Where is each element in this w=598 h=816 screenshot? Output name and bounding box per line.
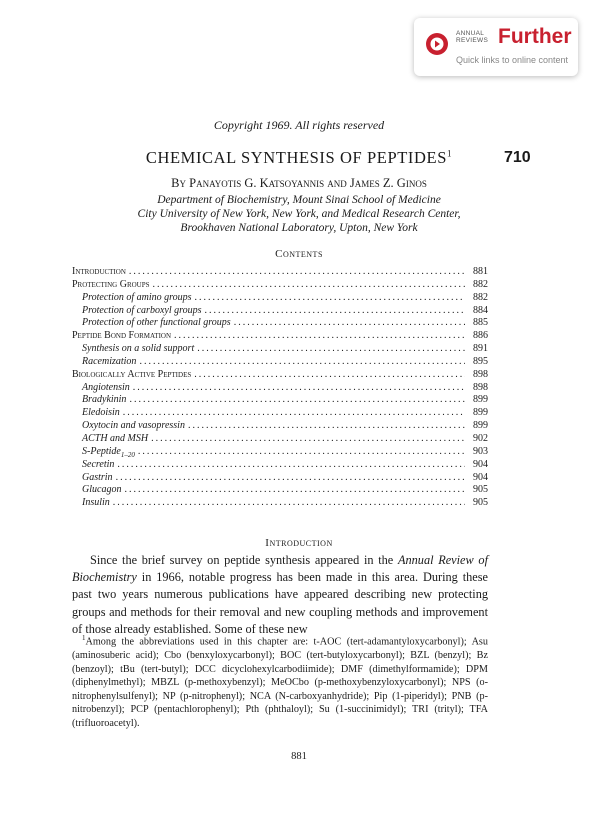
toc-entry-label: Glucagon	[82, 484, 122, 496]
toc-entry-label: Protection of other functional groups	[82, 317, 231, 329]
footnote: $^1$Among the abbreviations used in this chapter are: t-AOC (tert-adamantyloxycarbonyl); Asu (aminosuberic acid); Cbo (benxyloxycarbonyl); BOC (tert-butyloxycarbonyl); BZL (benzyl); Bz (benzoyl); tBu (tert-butyl); DCC dicyclohexylcarbodiimide); DMF (dimethylformamide); DPM (diphenylmethyl); MBZL (p-methoxybenzyl); MeOCbo (p-methoxybenzyloxycarbonyl); NPS (o-nitrophenylsulfenyl); NP (p-nitrophenyl); NCA (N-carboxyanhydride); Pip (1-piperidyl); PNB (p-nitrobenzyl); PCP (pentachlorophenyl); Pth (phthaloyl); Su (1-succinimidyl); TRI (trityl); TFA (trifluoroacetyl).	[72, 634, 488, 729]
toc-entry	[72, 433, 488, 446]
toc-entry	[72, 369, 488, 382]
toc-entry-page: 885	[473, 317, 488, 329]
toc-entry-page: 899	[473, 420, 488, 432]
contents-heading: Contents	[275, 248, 323, 260]
toc-entry-page: 884	[473, 304, 488, 316]
toc-entry-page: 881	[473, 266, 488, 277]
toc-entry	[72, 343, 488, 356]
toc-leader	[188, 420, 465, 431]
further-tagline: Quick links to online content	[456, 55, 569, 65]
toc-entry	[72, 420, 488, 433]
toc-entry	[72, 279, 488, 292]
toc-entry-page: 904	[473, 458, 488, 470]
toc-leader	[129, 394, 465, 405]
toc-entry-page: 882	[473, 291, 488, 303]
toc-entry-label: Gastrin	[82, 471, 113, 483]
toc-entry-label: Secretin	[82, 458, 115, 470]
toc-entry-page: 905	[473, 497, 488, 509]
toc-entry-page: 886	[473, 330, 488, 342]
toc-entry-label: Synthesis on a solid support	[82, 343, 195, 355]
annual-reviews-logo-icon	[425, 32, 449, 56]
table-of-contents	[72, 266, 488, 510]
toc-entry-page: 899	[473, 394, 488, 406]
toc-entry-page: 905	[473, 484, 488, 496]
copyright-line: Copyright 1969. All rights reserved	[213, 118, 385, 132]
toc-entry-label: Protection of carboxyl groups	[82, 304, 202, 316]
toc-leader	[138, 446, 465, 457]
toc-entry-label: Racemization	[82, 355, 137, 367]
toc-entry-label: Angiotensin	[82, 381, 130, 393]
toc-leader	[195, 292, 465, 303]
toc-leader	[117, 459, 465, 470]
toc-entry-page: 882	[473, 278, 488, 290]
toc-entry	[72, 305, 488, 318]
introduction-heading: Introduction	[265, 537, 333, 549]
title-footnote-mark: 1	[447, 148, 453, 159]
toc-leader	[116, 472, 465, 483]
toc-entry-page: 898	[473, 368, 488, 380]
affiliation: Department of Biochemistry, Mount Sinai School of Medicine City University of New York, New York, and Medical Research Center, Brookhaven National Laboratory, Upton, New York	[137, 194, 461, 234]
footnote-mark: 1	[82, 634, 86, 642]
page-number: 881	[291, 751, 307, 762]
toc-entry-label: Protection of amino groups	[82, 291, 192, 303]
further-badge[interactable]	[414, 18, 578, 76]
toc-entry	[72, 394, 488, 407]
toc-entry-label: S-Peptide$_{1-20}$	[82, 445, 135, 459]
toc-entry-page: 898	[473, 381, 488, 393]
toc-entry-label: Protecting Groups	[72, 278, 150, 290]
further-brand: Further	[498, 25, 572, 48]
toc-entry-page: 902	[473, 432, 488, 444]
byline: By Panayotis G. Katsoyannis and James Z. Ginos	[171, 176, 427, 190]
journal-name: Annual Review of Biochemistry	[72, 553, 488, 585]
toc-leader	[129, 266, 465, 277]
toc-entry	[72, 356, 488, 369]
toc-leader	[151, 433, 465, 444]
toc-entry	[72, 330, 488, 343]
introduction-paragraph: Since the brief survey on peptide synthesis appeared in the Annual Review of Biochemistry in 1966, notable progress has been made in this area. During these past two years numerous publications have appeared describing new protecting groups and methods for their removal and new coupling methods and improvement of those already established. Some of these new	[72, 553, 488, 636]
toc-entry	[72, 266, 488, 279]
toc-entry	[72, 292, 488, 305]
toc-leader	[153, 279, 465, 290]
toc-leader	[139, 356, 465, 367]
toc-entry-label: Introduction	[72, 266, 126, 277]
toc-entry-page: 904	[473, 471, 488, 483]
toc-entry-label: Biologically Active Peptides	[72, 368, 192, 380]
toc-leader	[124, 484, 465, 495]
toc-entry-page: 895	[473, 355, 488, 367]
toc-entry-label: ACTH and MSH	[82, 432, 149, 444]
toc-entry-page: 899	[473, 407, 488, 419]
article-title: CHEMICAL SYNTHESIS OF PEPTIDES$^1$	[145, 148, 453, 167]
toc-entry-label: Peptide Bond Formation	[72, 330, 172, 342]
toc-entry-page: 903	[473, 445, 488, 457]
publisher-name: ANNUAL REVIEWS	[456, 30, 489, 44]
toc-entry	[72, 407, 488, 420]
toc-entry	[72, 472, 488, 485]
toc-leader	[197, 343, 465, 354]
toc-leader	[234, 317, 465, 328]
toc-leader	[205, 305, 465, 316]
toc-entry	[72, 484, 488, 497]
toc-leader	[123, 407, 465, 418]
toc-entry	[72, 459, 488, 472]
toc-leader	[133, 382, 465, 393]
toc-entry-label: Oxytocin and vasopressin	[82, 420, 185, 432]
toc-entry	[72, 382, 488, 395]
toc-entry	[72, 497, 488, 510]
toc-entry	[72, 446, 488, 459]
toc-leader	[174, 330, 465, 341]
toc-entry-page: 891	[473, 343, 488, 355]
toc-leader	[113, 497, 465, 508]
toc-entry-label: Eledoisin	[82, 407, 120, 419]
toc-entry-label: Bradykinin	[82, 394, 127, 406]
toc-entry-label: Insulin	[82, 497, 110, 509]
toc-entry	[72, 317, 488, 330]
side-number: 710	[504, 149, 531, 166]
toc-leader	[194, 369, 465, 380]
